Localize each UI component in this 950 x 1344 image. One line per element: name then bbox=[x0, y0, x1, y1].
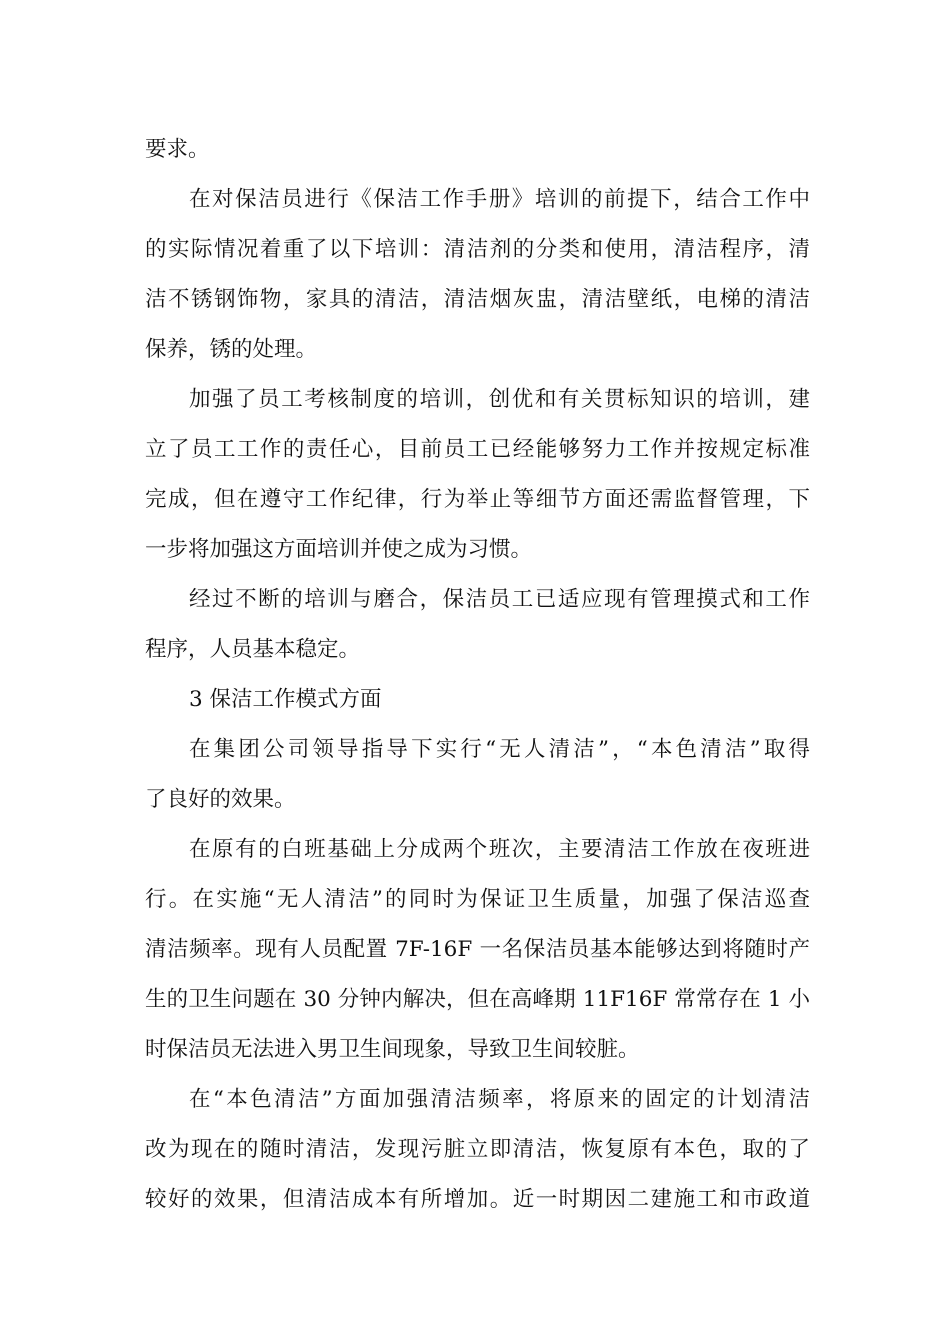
section-heading: 3 保洁工作模式方面 bbox=[189, 687, 382, 712]
text-line: 行。在实施“无人清洁”的同时为保证卫生质量，加强了保洁巡查 bbox=[145, 887, 810, 912]
text-line: 完成，但在遵守工作纪律，行为举止等细节方面还需监督管理，下 bbox=[145, 487, 810, 512]
text-line: 了良好的效果。 bbox=[145, 787, 296, 812]
text-line: 洁不锈钢饰物，家具的清洁，清洁烟灰盅，清洁壁纸，电梯的清洁 bbox=[145, 287, 810, 312]
text-line: 保养，锈的处理。 bbox=[145, 337, 318, 362]
text-line: 程序，人员基本稳定。 bbox=[145, 637, 361, 662]
text-line: 的实际情况着重了以下培训：清洁剂的分类和使用，清洁程序，清 bbox=[145, 237, 810, 262]
text-line: 较好的效果，但清洁成本有所增加。近一时期因二建施工和市政道 bbox=[145, 1187, 810, 1212]
text-line: 加强了员工考核制度的培训，创优和有关贯标知识的培训，建 bbox=[189, 387, 810, 412]
text-line: 在原有的白班基础上分成两个班次，主要清洁工作放在夜班进 bbox=[189, 837, 810, 862]
text-line: 在“本色清洁”方面加强清洁频率，将原来的固定的计划清洁 bbox=[189, 1087, 810, 1112]
text-line: 在对保洁员进行《保洁工作手册》培训的前提下，结合工作中 bbox=[189, 187, 810, 212]
text-line: 经过不断的培训与磨合，保洁员工已适应现有管理摸式和工作 bbox=[189, 587, 810, 612]
text-line: 生的卫生问题在 30 分钟内解决，但在高峰期 11F16F 常常存在 1 小 bbox=[145, 987, 810, 1012]
text-line: 改为现在的随时清洁，发现污脏立即清洁，恢复原有本色，取的了 bbox=[145, 1137, 810, 1162]
text-line: 时保洁员无法进入男卫生间现象，导致卫生间较脏。 bbox=[145, 1037, 640, 1062]
text-line: 在集团公司领导指导下实行“无人清洁”，“本色清洁”取得 bbox=[189, 737, 810, 762]
text-line: 清洁频率。现有人员配置 7F-16F 一名保洁员基本能够达到将随时产 bbox=[145, 937, 810, 962]
text-line: 立了员工工作的责任心，目前员工已经能够努力工作并按规定标准 bbox=[145, 437, 810, 462]
text-line: 要求。 bbox=[145, 137, 210, 162]
text-line: 一步将加强这方面培训并使之成为习惯。 bbox=[145, 537, 533, 562]
